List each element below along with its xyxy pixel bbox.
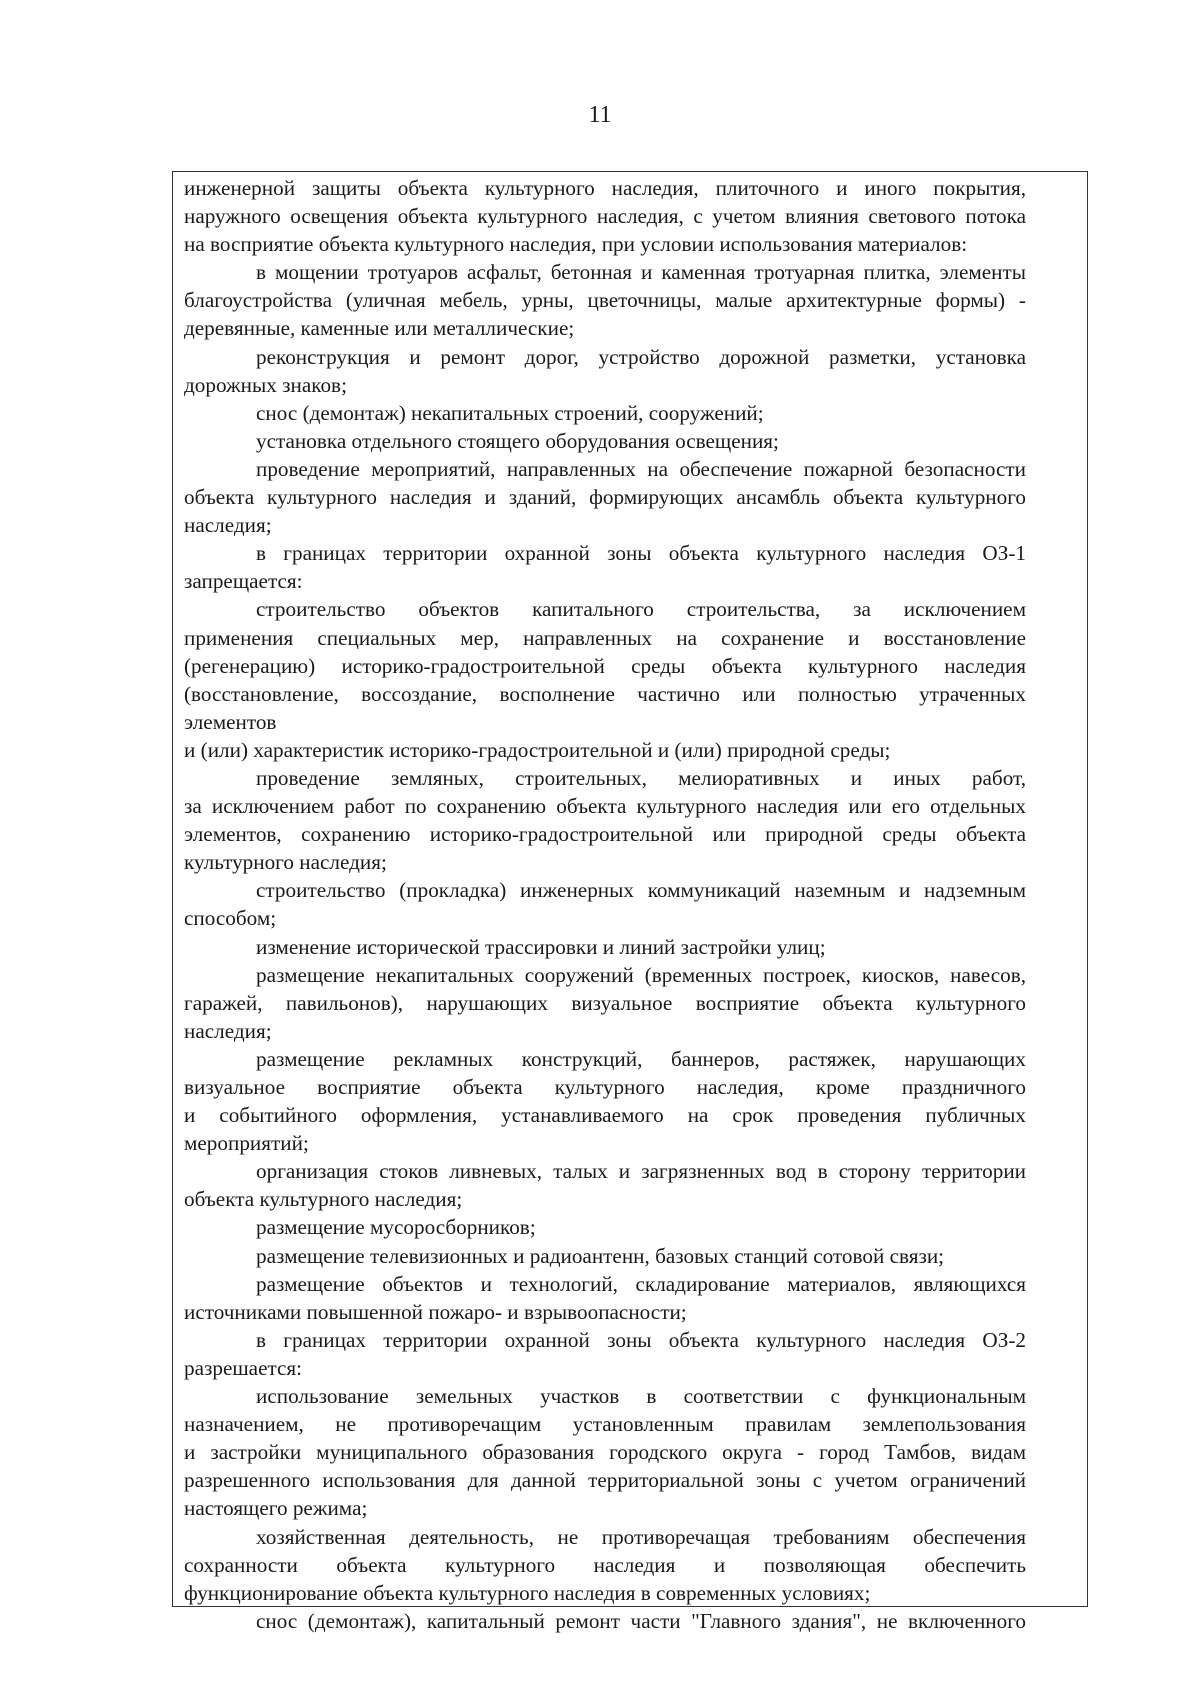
text-line: гаражей, павильонов), нарушающих визуальное восприятие объекта культурного (184, 990, 1026, 1015)
text-line: культурного наследия; (184, 850, 387, 875)
text-line: изменение исторической трассировки и линий застройки улиц; (256, 934, 826, 959)
text-line: на восприятие объекта культурного наследия, при условии использования материалов: (184, 232, 968, 257)
text-line: назначением, не противоречащим установленным правилам землепользования (184, 1412, 1026, 1437)
text-line: использование земельных участков в соответствии с функциональным (256, 1384, 1026, 1409)
text-line: размещение некапитальных сооружений (временных построек, киосков, навесов, (256, 962, 1026, 987)
text-line: сохранности объекта культурного наследия и позволяющая обеспечить (184, 1552, 1026, 1577)
text-line: источниками повышенной пожаро- и взрывоопасности; (184, 1299, 687, 1324)
text-line: мероприятий; (184, 1131, 309, 1156)
text-line: в границах территории охранной зоны объекта культурного наследия ОЗ-2 (256, 1327, 1026, 1352)
text-line: наследия; (184, 1018, 272, 1043)
text-line: проведение мероприятий, направленных на обеспечение пожарной безопасности (256, 456, 1026, 481)
text-line: функционирование объекта культурного наследия в современных условиях; (184, 1580, 871, 1605)
text-line: в границах территории охранной зоны объекта культурного наследия ОЗ-1 (256, 541, 1026, 566)
text-line: (регенерацию) историко-градостроительной среды объекта культурного наследия (184, 653, 1026, 678)
text-line: объекта культурного наследия и зданий, формирующих ансамбль объекта культурного (184, 485, 1026, 510)
text-line: хозяйственная деятельность, не противоречащая требованиям обеспечения (256, 1524, 1026, 1549)
text-line: реконструкция и ремонт дорог, устройство дорожной разметки, установка (256, 344, 1026, 369)
text-line: благоустройства (уличная мебель, урны, цветочницы, малые архитектурные формы) - (184, 288, 1026, 313)
text-line: элементов (184, 709, 277, 734)
text-line: снос (демонтаж), капитальный ремонт части "Главного здания", не включенного (256, 1608, 1026, 1633)
text-line: проведение земляных, строительных, мелиоративных и иных работ, (256, 765, 1026, 790)
text-line: за исключением работ по сохранению объекта культурного наследия или его отдельных (184, 794, 1026, 819)
text-line: снос (демонтаж) некапитальных строений, сооружений; (256, 400, 764, 425)
text-line: разрешенного использования для данной территориальной зоны с учетом ограничений (184, 1468, 1026, 1493)
text-line: размещение объектов и технологий, складирование материалов, являющихся (256, 1271, 1026, 1296)
text-line: деревянные, каменные или металлические; (184, 316, 575, 341)
text-line: в мощении тротуаров асфальт, бетонная и каменная тротуарная плитка, элементы (256, 260, 1026, 285)
text-line: визуальное восприятие объекта культурного наследия, кроме праздничного (184, 1075, 1026, 1099)
text-line: инженерной защиты объекта культурного наследия, плиточного и иного покрытия, (184, 176, 1026, 200)
text-line: дорожных знаков; (184, 372, 347, 397)
text-line: способом; (184, 906, 277, 931)
text-line: размещение телевизионных и радиоантенн, базовых станций сотовой связи; (256, 1243, 945, 1268)
text-line: применения специальных мер, направленных на сохранение и восстановление (184, 625, 1026, 650)
text-line: запрещается: (184, 569, 303, 594)
text-line: и событийного оформления, устанавливаемого на срок проведения публичных (184, 1103, 1026, 1128)
text-line: настоящего режима; (184, 1496, 368, 1521)
text-line: разрешается: (184, 1355, 303, 1380)
text-line: элементов, сохранению историко-градостроительной или природной среды объекта (184, 822, 1026, 847)
text-line: организация стоков ливневых, талых и загрязненных вод в сторону территории (256, 1159, 1026, 1184)
text-line: размещение мусоросборников; (256, 1215, 536, 1240)
text-line: наследия; (184, 513, 272, 538)
text-line: и застройки муниципального образования городского округа - город Тамбов, видам (184, 1440, 1026, 1465)
text-line: наружного освещения объекта культурного наследия, с учетом влияния светового потока (184, 204, 1026, 229)
text-line: строительство объектов капитального строительства, за исключением (256, 597, 1026, 622)
text-line: и (или) характеристик историко-градостроительной и (или) природной среды; (184, 737, 891, 762)
document-body (184, 174, 1109, 1635)
text-line: установка отдельного стоящего оборудования освещения; (256, 428, 779, 453)
text-line: размещение рекламных конструкций, баннеров, растяжек, нарушающих (256, 1046, 1026, 1071)
text-line: (восстановление, воссоздание, восполнение частично или полностью утраченных (184, 681, 1026, 706)
text-line: строительство (прокладка) инженерных коммуникаций наземным и надземным (256, 878, 1026, 903)
page-number: 11 (588, 102, 612, 128)
text-line: объекта культурного наследия; (184, 1187, 463, 1212)
